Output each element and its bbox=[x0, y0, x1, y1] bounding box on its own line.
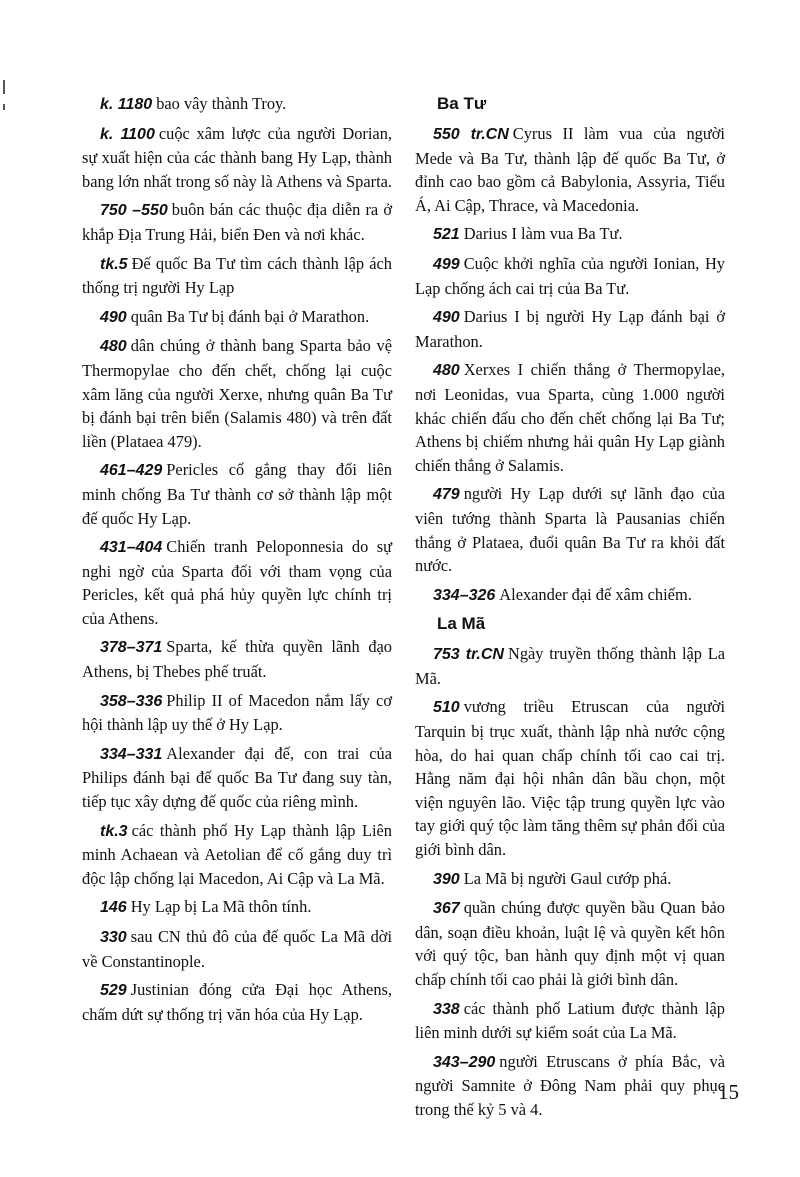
entry-text: người Hy Lạp dưới sự lãnh đạo của viên tướng thành Sparta là Pausanias chiến thắng ở Plataea, đuổi quân Ba Tư ra khỏi đất nước. bbox=[415, 484, 725, 576]
timeline-entry bbox=[82, 252, 392, 300]
timeline-entry bbox=[415, 358, 725, 477]
entry-year: 330 bbox=[100, 929, 127, 946]
timeline-entry bbox=[82, 305, 392, 330]
entry-year: 461–429 bbox=[100, 462, 163, 480]
entry-text: buôn bán các thuộc địa diễn ra ở khắp Địa Trung Hải, biển Đen và nơi khác. bbox=[82, 200, 392, 244]
entry-year: 521 bbox=[433, 226, 460, 244]
entry-year: 358–336 bbox=[100, 692, 163, 710]
timeline-entry bbox=[415, 583, 725, 608]
timeline-entry bbox=[82, 978, 392, 1026]
entry-text: Alexander đại đế xâm chiếm. bbox=[499, 584, 692, 604]
entry-text: Ngày truyền thống thành lập La Mã. bbox=[415, 644, 725, 688]
entry-text: Cuộc khởi nghĩa của người Ionian, Hy Lạp chống ách cai trị của Ba Tư. bbox=[415, 253, 725, 298]
entry-year: tk.3 bbox=[100, 822, 128, 840]
entry-text: các thành phố Hy Lạp thành lập Liên minh Achaean và Aetolian để cố gắng duy trì độc lập chống lại Macedon, Ai Cập và La Mã. bbox=[82, 820, 392, 888]
timeline-entry bbox=[82, 198, 392, 246]
entry-year: 334–326 bbox=[433, 586, 496, 604]
timeline-entry bbox=[82, 334, 392, 453]
timeline-entry bbox=[415, 252, 725, 300]
entry-year: 390 bbox=[433, 870, 460, 888]
entry-text: La Mã bị người Gaul cướp phá. bbox=[463, 868, 672, 888]
timeline-entry bbox=[415, 642, 725, 690]
entry-year: 499 bbox=[433, 255, 460, 273]
entry-text: Pericles cố gắng thay đổi liên minh chống Ba Tư thành cơ sở thành lập một đế quốc Hy Lạp. bbox=[82, 460, 392, 528]
entry-year: 343–290 bbox=[433, 1053, 496, 1071]
entry-text: Darius I làm vua Ba Tư. bbox=[463, 224, 623, 244]
timeline-entry bbox=[82, 458, 392, 530]
timeline-entry bbox=[82, 535, 392, 630]
entry-year: 480 bbox=[100, 338, 127, 356]
entry-text: bao vây thành Troy. bbox=[156, 94, 287, 113]
entry-year: 529 bbox=[100, 982, 127, 1000]
entry-year: 367 bbox=[433, 900, 460, 918]
section-heading: Ba Tư bbox=[437, 94, 487, 113]
entry-text: Hy Lạp bị La Mã thôn tính. bbox=[130, 897, 312, 917]
right-column bbox=[415, 92, 725, 1127]
entry-year: 431–404 bbox=[100, 539, 163, 557]
left-column bbox=[82, 92, 392, 1031]
entry-text: Chiến tranh Peloponnesia do sự nghi ngờ của Sparta đối với tham vọng của Pericles, kết quả phá hủy quyền lực chính trị của Athens. bbox=[82, 537, 392, 628]
entry-text: Xerxes I chiến thắng ở Thermopylae, nơi Leonidas, vua Sparta, cùng 1.000 người khác chiến đấu cho đến chết chống lại Ba Tư; Athens bị chiếm nhưng hải quân Hy Lạp giành chiến thắng ở Salamis. bbox=[415, 360, 725, 475]
timeline-entry bbox=[82, 689, 392, 737]
entry-year: 146 bbox=[100, 899, 127, 917]
timeline-entry bbox=[82, 895, 392, 920]
entry-year: k. 1180 bbox=[100, 96, 153, 113]
timeline-entry bbox=[415, 997, 725, 1045]
entry-year: 338 bbox=[433, 1000, 460, 1018]
entry-text: người Etruscans ở phía Bắc, và người Samnite ở Đông Nam phải quy phục trong thế kỷ 5 và 4. bbox=[415, 1051, 725, 1119]
timeline-entry bbox=[415, 305, 725, 353]
section-heading: La Mã bbox=[437, 614, 486, 634]
timeline-entry bbox=[82, 925, 392, 973]
entry-year: 510 bbox=[433, 699, 460, 717]
entry-text: Darius I bị người Hy Lạp đánh bại ở Marathon. bbox=[415, 307, 725, 351]
entry-year: 750 –550 bbox=[100, 202, 168, 220]
entry-text: Cyrus II làm vua của người Mede và Ba Tư, thành lập đế quốc Ba Tư, ở đỉnh cao bao gồm cả Babylonia, Assyria, Tiểu Á, Ai Cập, Thrace, và Macedonia. bbox=[415, 124, 725, 215]
entry-text: vương triều Etruscan của người Tarquin bị trục xuất, thành lập nhà nước cộng hòa, do hai quan chấp chính tối cao cai trị. Hằng năm đại hội nhân dân bầu chọn, một viện nguyên lão. Việc tập trung quyền lực vào tay giới quý tộc làm tăng thêm sự phản đối của giới bình dân. bbox=[415, 697, 725, 860]
entry-text: quân Ba Tư bị đánh bại ở Marathon. bbox=[130, 306, 370, 326]
page-edge-mark bbox=[3, 80, 5, 94]
entry-text: sau CN thủ đô của đế quốc La Mã dời về Constantinople. bbox=[82, 927, 392, 971]
entry-year: 550 tr.CN bbox=[433, 126, 509, 143]
timeline-entry bbox=[415, 482, 725, 577]
timeline-entry bbox=[82, 92, 392, 117]
entry-text: quần chúng được quyền bầu Quan bảo dân, soạn điều khoản, luật lệ và quyền kết hôn với quý tộc, ban hành quy định một vị quan chấp chính tối cao phải là giới bình dân. bbox=[415, 898, 725, 989]
entry-year: 334–331 bbox=[100, 745, 163, 763]
timeline-entry bbox=[415, 867, 725, 892]
entry-text: Sparta, kế thừa quyền lãnh đạo Athens, bị Thebes phế truất. bbox=[82, 637, 392, 682]
entry-text: Đế quốc Ba Tư tìm cách thành lập ách thống trị người Hy Lạp bbox=[82, 253, 392, 298]
timeline-entry bbox=[415, 896, 725, 991]
entry-year: k. 1100 bbox=[100, 125, 155, 143]
entry-year: 378–371 bbox=[100, 639, 163, 657]
timeline-entry bbox=[82, 742, 392, 814]
timeline-entry bbox=[415, 222, 725, 247]
entry-text: Justinian đóng cửa Đại học Athens, chấm dứt sự thống trị văn hóa của Hy Lạp. bbox=[82, 980, 392, 1024]
entry-year: 490 bbox=[433, 309, 460, 327]
timeline-entry bbox=[415, 1050, 725, 1122]
page-number: 15 bbox=[718, 1080, 739, 1104]
entry-text: Alexander đại đế, con trai của Philips đánh bại đế quốc Ba Tư đang suy tàn, tiếp tục xây dựng đế quốc của riêng mình. bbox=[82, 743, 392, 812]
timeline-entry bbox=[82, 122, 392, 194]
entry-year: 753 tr.CN bbox=[433, 646, 504, 664]
entry-year: tk.5 bbox=[100, 255, 128, 273]
entry-text: dân chúng ở thành bang Sparta bảo vệ Thermopylae cho đến chết, chống lại cuộc xâm lăng của người Xerxe, nhưng quân Ba Tư bị đánh bại trên biển (Salamis 480) và trên đất liền (Plataea 479). bbox=[82, 336, 392, 451]
entry-text: cuộc xâm lược của người Dorian, sự xuất hiện của các thành bang Hy Lạp, thành bang lớn nhất trong số này là Athens và Sparta. bbox=[82, 123, 393, 191]
entry-text: Philip II of Macedon nắm lấy cơ hội thành lập uy thế ở Hy Lạp. bbox=[82, 690, 392, 735]
timeline-entry bbox=[415, 695, 725, 861]
entry-year: 490 bbox=[100, 308, 127, 326]
entry-text: các thành phố Latium được thành lập liên minh dưới sự kiểm soát của La Mã. bbox=[415, 998, 725, 1043]
timeline-entry bbox=[82, 635, 392, 683]
page-edge-mark bbox=[3, 104, 5, 110]
timeline-entry bbox=[415, 122, 725, 217]
entry-year: 480 bbox=[433, 362, 460, 380]
entry-year: 479 bbox=[433, 486, 460, 504]
timeline-entry bbox=[82, 819, 392, 891]
